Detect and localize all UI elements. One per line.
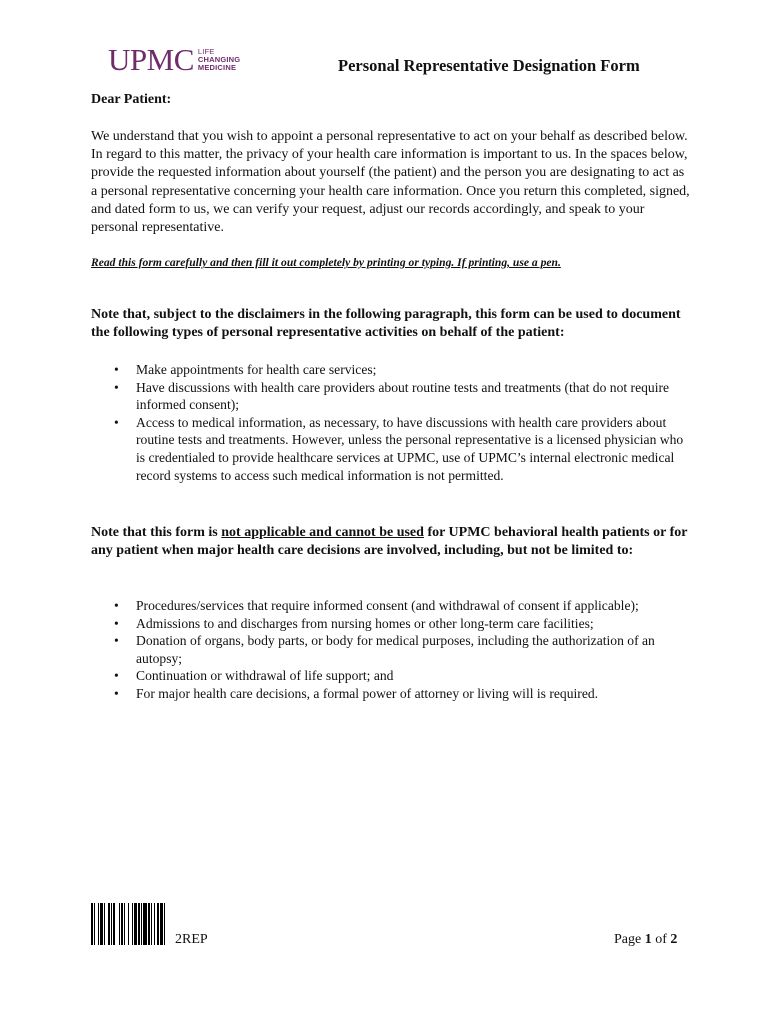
list-item: • Procedures/services that require informed consent (and withdrawal of consent if applicable); xyxy=(91,597,691,615)
exclusions-note-underlined: not applicable and cannot be used xyxy=(221,525,424,540)
excluded-activities-list xyxy=(91,597,691,703)
list-item: • Continuation or withdrawal of life support; and xyxy=(91,667,691,685)
list-item: • For major health care decisions, a formal power of attorney or living will is required. xyxy=(91,685,691,703)
barcode xyxy=(91,903,168,945)
list-item: • Donation of organs, body parts, or body for medical purposes, including the authorization of an autopsy; xyxy=(91,632,691,667)
exclusions-note-prefix: Note that this form is xyxy=(91,525,222,540)
logo-wordmark: UPMC xyxy=(108,42,194,77)
allowed-activities-list xyxy=(91,361,691,484)
form-title: Personal Representative Designation Form xyxy=(338,56,640,75)
list-item: • Have discussions with health care providers about routine tests and treatments (that do not require informed consent); xyxy=(91,379,691,414)
page-total: 2 xyxy=(670,932,678,947)
list-item: • Admissions to and discharges from nursing homes or other long-term care facilities; xyxy=(91,615,691,633)
logo-tagline xyxy=(198,48,240,72)
logo-tagline-line-2: CHANGING xyxy=(197,54,241,64)
fill-instruction: Read this form carefully and then fill it out completely by printing or typing. If printing, use a pen. xyxy=(91,256,561,269)
list-item: • Access to medical information, as necessary, to have discussions with health care providers about routine tests and treatments. However, unless the personal representative is a licensed physician who is credentialed to provide healthcare services at UPMC, use of UPMC’s internal electronic medical record systems to access such medical information is not permitted. xyxy=(91,414,691,484)
barcode-bar xyxy=(165,903,167,945)
page-word: Page xyxy=(614,932,642,947)
exclusions-note-suffix: for UPMC behavioral health patients or for any patient when major health care decisions are involved, including, but not be limited to: xyxy=(91,525,688,559)
salutation: Dear Patient: xyxy=(91,92,172,107)
page-current: 1 xyxy=(644,932,652,947)
intro-paragraph: We understand that you wish to appoint a personal representative to act on your behalf as described below. In regard to this matter, the privacy of your health care information is important to us. In the spaces below, provide the requested information about yourself (the patient) and the person you are designating to act as a personal representative concerning your health care information. Once you return this completed, signed, and dated form to us, we can verify your request, adjust our records accordingly, and speak to your personal representative. xyxy=(91,129,690,236)
exclusions-note xyxy=(91,524,691,561)
logo-tagline-line-3: MEDICINE xyxy=(197,62,237,72)
list-item: • Make appointments for health care services; xyxy=(91,361,691,379)
form-code: 2REP xyxy=(175,932,208,947)
page-indicator xyxy=(614,932,677,948)
page-of: of xyxy=(655,932,667,947)
allowed-activities-note: Note that, subject to the disclaimers in the following paragraph, this form can be used to document the following types of personal representative activities on behalf of the patient: xyxy=(91,307,681,341)
upmc-logo xyxy=(108,44,240,75)
logo-tagline-line-1: LIFE xyxy=(197,46,215,56)
